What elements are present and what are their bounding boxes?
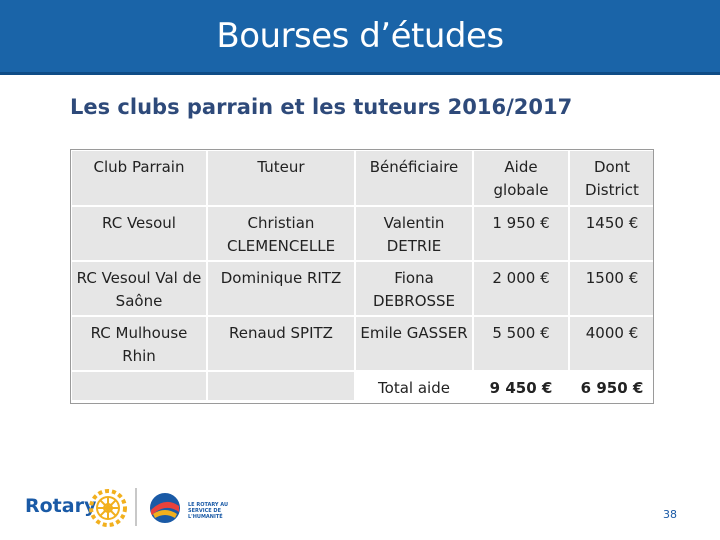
cell-aide: 1 950 € [473, 206, 569, 261]
title-banner [0, 0, 720, 75]
header-cell-district: Dont District [569, 150, 655, 206]
cell-beneficiaire: Valentin DETRIE [355, 206, 473, 261]
cell-district: 1500 € [569, 261, 655, 316]
rotary-logo: Rotary [25, 495, 97, 517]
cell-club: RC Vesoul [71, 206, 207, 261]
cell-district: 1450 € [569, 206, 655, 261]
empty-cell [71, 371, 207, 401]
table-total-row [71, 371, 655, 401]
scholarship-table [70, 149, 656, 402]
humanity-badge-icon [143, 488, 187, 528]
cell-club: RC Mulhouse Rhin [71, 316, 207, 371]
slide-title: Bourses d’études [216, 16, 504, 56]
cell-district: 4000 € [569, 316, 655, 371]
cell-aide: 5 500 € [473, 316, 569, 371]
table-row [71, 261, 655, 316]
cell-tuteur: Christian CLEMENCELLE [207, 206, 355, 261]
empty-cell [207, 371, 355, 401]
rotary-wheel-icon [88, 488, 128, 528]
footer-divider [135, 488, 137, 526]
total-district: 6 950 € [569, 371, 655, 401]
cell-tuteur: Renaud SPITZ [207, 316, 355, 371]
header-cell-aide: Aide globale [473, 150, 569, 206]
cell-beneficiaire: Fiona DEBROSSE [355, 261, 473, 316]
cell-tuteur: Dominique RITZ [207, 261, 355, 316]
total-label: Total aide [355, 371, 473, 401]
table-row [71, 316, 655, 371]
header-cell-club: Club Parrain [71, 150, 207, 206]
cell-beneficiaire: Emile GASSER [355, 316, 473, 371]
humanity-badge-text: LE ROTARY AU SERVICE DE L'HUMANITÉ [188, 502, 229, 520]
page-number: 38 [663, 508, 677, 521]
table-header-row [71, 150, 655, 206]
total-aide: 9 450 € [473, 371, 569, 401]
slide-subtitle: Les clubs parrain et les tuteurs 2016/2017 [70, 95, 573, 119]
cell-club: RC Vesoul Val de Saône [71, 261, 207, 316]
table-row [71, 206, 655, 261]
cell-aide: 2 000 € [473, 261, 569, 316]
header-cell-tuteur: Tuteur [207, 150, 355, 206]
header-cell-beneficiaire: Bénéficiaire [355, 150, 473, 206]
